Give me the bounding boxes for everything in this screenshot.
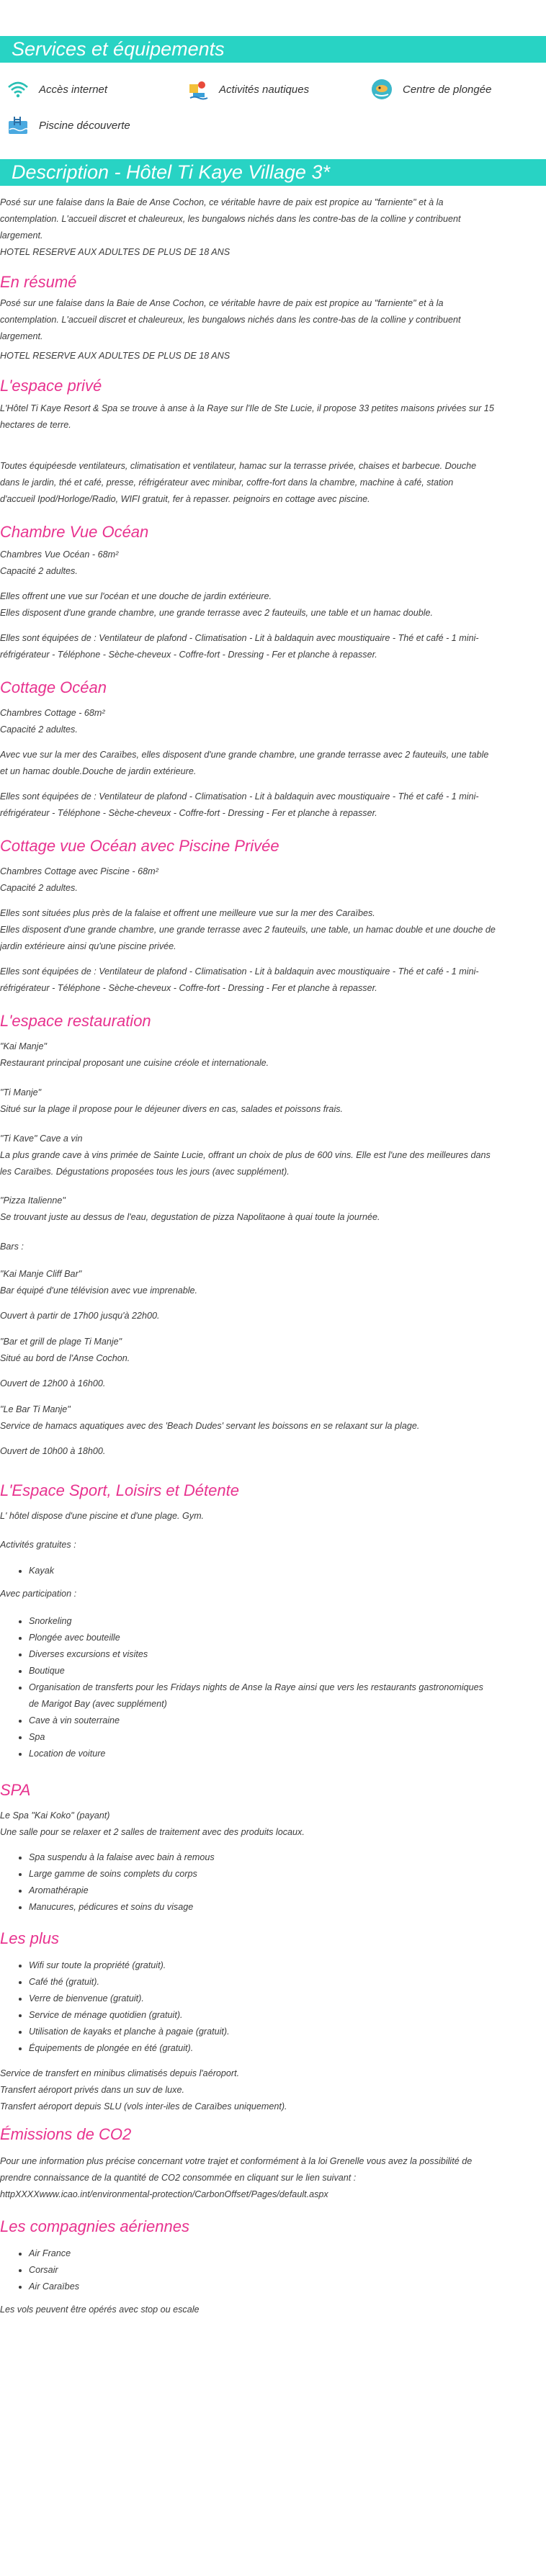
restaurant-pizza: "Pizza Italienne" Se trouvant juste au dessus de l'eau, degustation de pizza Napolitaone à quai toute la journée.	[0, 1195, 380, 1222]
list-item: • Plongée avec bouteille	[29, 1630, 546, 1646]
bar-cliff-hours: Ouvert à partir de 17h00 jusqu'à 22h00.	[0, 1311, 160, 1321]
section-title: Cottage Océan	[0, 678, 107, 696]
bar-cliff: "Kai Manje Cliff Bar" Bar équipé d'une télévision avec vue imprenable.	[0, 1269, 198, 1296]
sport-intro: L' hôtel dispose d'une piscine et d'une plage. Gym.	[0, 1511, 205, 1521]
sport-free-list	[0, 1558, 546, 1586]
restaurant-list	[0, 1038, 546, 1469]
list-item: • Wifi sur toute la propriété (gratuit).	[29, 1957, 546, 1974]
list-item: • Cave à vin souterraine	[29, 1713, 546, 1729]
section-title: Cottage vue Océan avec Piscine Privée	[0, 837, 279, 855]
list-item: • Air France	[29, 2245, 546, 2262]
intro-paragraph: Posé sur une falaise dans la Baie de Anse Cochon, ce véritable havre de paix est propice au "farniente" et à la contemplation. L'accueil discret et chaleureux, les bungalows nichés dans les contre-bas de la colline y contribuent largement. HOTEL RESERVE AUX ADULTES DE PLUS DE 18 ANS	[0, 197, 461, 257]
prive-paragraph-1: L'Hôtel Ti Kaye Resort & Spa se trouve à anse à la Raye sur l'Ile de Ste Lucie, il propose 33 petites maisons privées sur 15 hectares de terre.	[0, 403, 494, 430]
spa-list	[0, 1849, 546, 1924]
service-water-sports	[187, 78, 309, 100]
vue-ocean-description: Elles offrent une vue sur l'océan et une douche de jardin extérieure. Elles disposent d'une grande chambre, une grande terrasse avec 2 fauteuils, une table et un hamac double.	[0, 591, 434, 618]
list-item: • Snorkeling	[29, 1613, 546, 1630]
list-item: • Boutique	[29, 1663, 546, 1679]
description-header: Description - Hôtel Ti Kaye Village 3*	[0, 159, 546, 186]
section-title: L'espace restauration	[0, 1012, 151, 1030]
airlines-note: Les vols peuvent être opérés avec stop ou escale	[0, 2305, 200, 2315]
airlines-list	[0, 2245, 546, 2302]
section-title: Émissions de CO2	[0, 2125, 132, 2143]
pool-icon	[7, 115, 29, 136]
bar-ti-manje-hours: Ouvert de 10h00 à 18h00.	[0, 1446, 106, 1456]
wifi-icon	[7, 78, 29, 100]
vue-ocean-equipment: Elles sont équipées de : Ventilateur de plafond - Climatisation - Lit à baldaquin avec moustiquaire - Thé et café - 1 mini- réfrigérateur - Téléphone - Sèche-cheveux - Coffre-fort - Dressing - Fer et planche à repasser.	[0, 633, 479, 660]
list-item: • Spa	[29, 1729, 546, 1746]
restaurant-ti-kave: "Ti Kave" Cave a vin La plus grande cave à vins primée de Sainte Lucie, offrant un choix de plus de 600 vins. Elle est l'une des meilleures dans les Caraïbes. Dégustations proposées tous les jours (avec supplément).	[0, 1134, 491, 1177]
list-item: • Spa suspendu à la falaise avec bain à remous	[29, 1849, 546, 1866]
co2-link[interactable]: httpXXXXwww.icao.int/environmental-protection/CarbonOffset/Pages/default.aspx	[0, 2189, 328, 2199]
list-item: • Verre de bienvenue (gratuit).	[29, 1991, 546, 2007]
service-label: Centre de plongée	[403, 83, 492, 96]
section-title: Les compagnies aériennes	[0, 2217, 189, 2235]
plus-list	[0, 1957, 546, 2065]
list-item: • Air Caraïbes	[29, 2279, 546, 2295]
restaurant-kai-manje: "Kai Manje" Restaurant principal proposant une cuisine créole et internationale.	[0, 1041, 269, 1068]
service-label: Piscine découverte	[39, 119, 130, 132]
sport-free-label: Activités gratuites :	[0, 1540, 76, 1550]
service-label: Activités nautiques	[219, 83, 310, 96]
services-header: Services et équipements	[0, 36, 546, 63]
co2-paragraph: Pour une information plus précise concernant votre trajet et conformément à la loi Grenelle vous avez la possibilité de prendre connaissance de la quantité de CO2 consommée en cliquant sur le lien suivant : httpXXXXwww.icao.int/environmental-protection/CarbonOffset/Pages/default.aspx	[0, 2153, 546, 2212]
list-item: • Corsair	[29, 2262, 546, 2279]
service-internet	[7, 78, 107, 100]
cottage-equipment: Elles sont équipées de : Ventilateur de plafond - Climatisation - Lit à baldaquin avec moustiquaire - Thé et café - 1 mini- réfrigérateur - Téléphone - Sèche-cheveux - Coffre-fort - Dressing - Fer et planche à repasser.	[0, 791, 479, 818]
bar-ti-manje: "Le Bar Ti Manje" Service de hamacs aquatiques avec des 'Beach Dudes' servant les boissons en se relaxant sur la plage.	[0, 1404, 420, 1431]
section-title: L'espace privé	[0, 377, 102, 395]
vue-ocean-capacity: Chambres Vue Océan - 68m² Capacité 2 adultes.	[0, 549, 119, 576]
list-item: • Diverses excursions et visites	[29, 1646, 546, 1663]
water-sports-icon	[187, 78, 209, 100]
list-item: • Utilisation de kayaks et planche à pagaie (gratuit).	[29, 2024, 546, 2040]
section-title: L'Espace Sport, Loisirs et Détente	[0, 1481, 239, 1499]
list-item: • Large gamme de soins complets du corps	[29, 1866, 546, 1882]
sport-paid-list	[0, 1610, 546, 1773]
bar-grill: "Bar et grill de plage Ti Manje" Situé au bord de l'Anse Cochon.	[0, 1337, 130, 1363]
restaurant-ti-manje: "Ti Manje" Situé sur la plage il propose pour le déjeuner divers en cas, salades et poissons frais.	[0, 1087, 344, 1114]
bars-label: Bars :	[0, 1242, 24, 1252]
list-item: • Organisation de transferts pour les Fridays nights de Anse la Raye ainsi que vers les restaurants gastronomiques de Marigot Bay (avec supplément)	[29, 1679, 546, 1713]
spa-intro: Le Spa "Kai Koko" (payant) Une salle pour se relaxer et 2 salles de traitement avec des produits locaux.	[0, 1810, 305, 1837]
resume-note: HOTEL RESERVE AUX ADULTES DE PLUS DE 18 ANS	[0, 351, 231, 361]
list-item: • Kayak	[29, 1563, 546, 1579]
cottage-capacity: Chambres Cottage - 68m² Capacité 2 adultes.	[0, 708, 105, 735]
services-list	[0, 63, 546, 148]
list-item: • Café thé (gratuit).	[29, 1974, 546, 1991]
section-title: En résumé	[0, 273, 77, 291]
section-title: Chambre Vue Océan	[0, 523, 149, 541]
diving-icon	[371, 78, 393, 100]
list-item: • Équipements de plongée en été (gratuit).	[29, 2040, 546, 2057]
piscine-capacity: Chambres Cottage avec Piscine - 68m² Capacité 2 adultes.	[0, 866, 158, 893]
section-title: Les plus	[0, 1929, 59, 1947]
plus-transfer: Service de transfert en minibus climatisés depuis l'aéroport. Transfert aéroport privés dans un suv de luxe. Transfert aéroport depuis SLU (vols inter-iles de Caraïbes uniquement).	[0, 2068, 287, 2111]
piscine-equipment: Elles sont équipées de : Ventilateur de plafond - Climatisation - Lit à baldaquin avec moustiquaire - Thé et café - 1 mini- réfrigérateur - Téléphone - Sèche-cheveux - Coffre-fort - Dressing - Fer et planche à repasser.	[0, 966, 479, 993]
list-item: • Service de ménage quotidien (gratuit).	[29, 2007, 546, 2024]
list-item: • Aromathérapie	[29, 1882, 546, 1899]
bar-grill-hours: Ouvert de 12h00 à 16h00.	[0, 1378, 106, 1388]
service-pool	[7, 115, 130, 136]
prive-paragraph-2: Toutes équipéesde ventilateurs, climatisation et ventilateur, hamac sur la terrasse privée, chaises et barbecue. Douche dans le jardin, thé et café, presse, réfrigérateur avec minibar, coffre-fort dans la chambre, machine à café, station d'accueil Ipod/Horloge/Radio, WIFI gratuit, fer à repasser. peignoirs en cottage avec piscine.	[0, 461, 477, 504]
sport-paid-label: Avec participation :	[0, 1589, 77, 1599]
service-label: Accès internet	[39, 83, 108, 96]
resume-paragraph: Posé sur une falaise dans la Baie de Anse Cochon, ce véritable havre de paix est propice au "farniente" et à la contemplation. L'accueil discret et chaleureux, les bungalows nichés dans les contre-bas de la colline y contribuent largement.	[0, 298, 461, 341]
description-body	[0, 186, 546, 2322]
list-item: • Location de voiture	[29, 1746, 546, 1762]
piscine-description: Elles sont situées plus près de la falaise et offrent une meilleure vue sur la mer des Caraïbes. Elles disposent d'une grande chambre, une grande terrasse avec 2 fauteuils, une table, un hamac double et une douche de jardin extérieure ainsi qu'une piscine privée.	[0, 908, 496, 951]
list-item: • Manucures, pédicures et soins du visage	[29, 1899, 546, 1916]
cottage-description: Avec vue sur la mer des Caraïbes, elles disposent d'une grande chambre, une grande terrasse avec 2 fauteuils, une table et un hamac double.Douche de jardin extérieure.	[0, 750, 489, 776]
section-title: SPA	[0, 1781, 31, 1799]
service-diving	[371, 78, 491, 100]
